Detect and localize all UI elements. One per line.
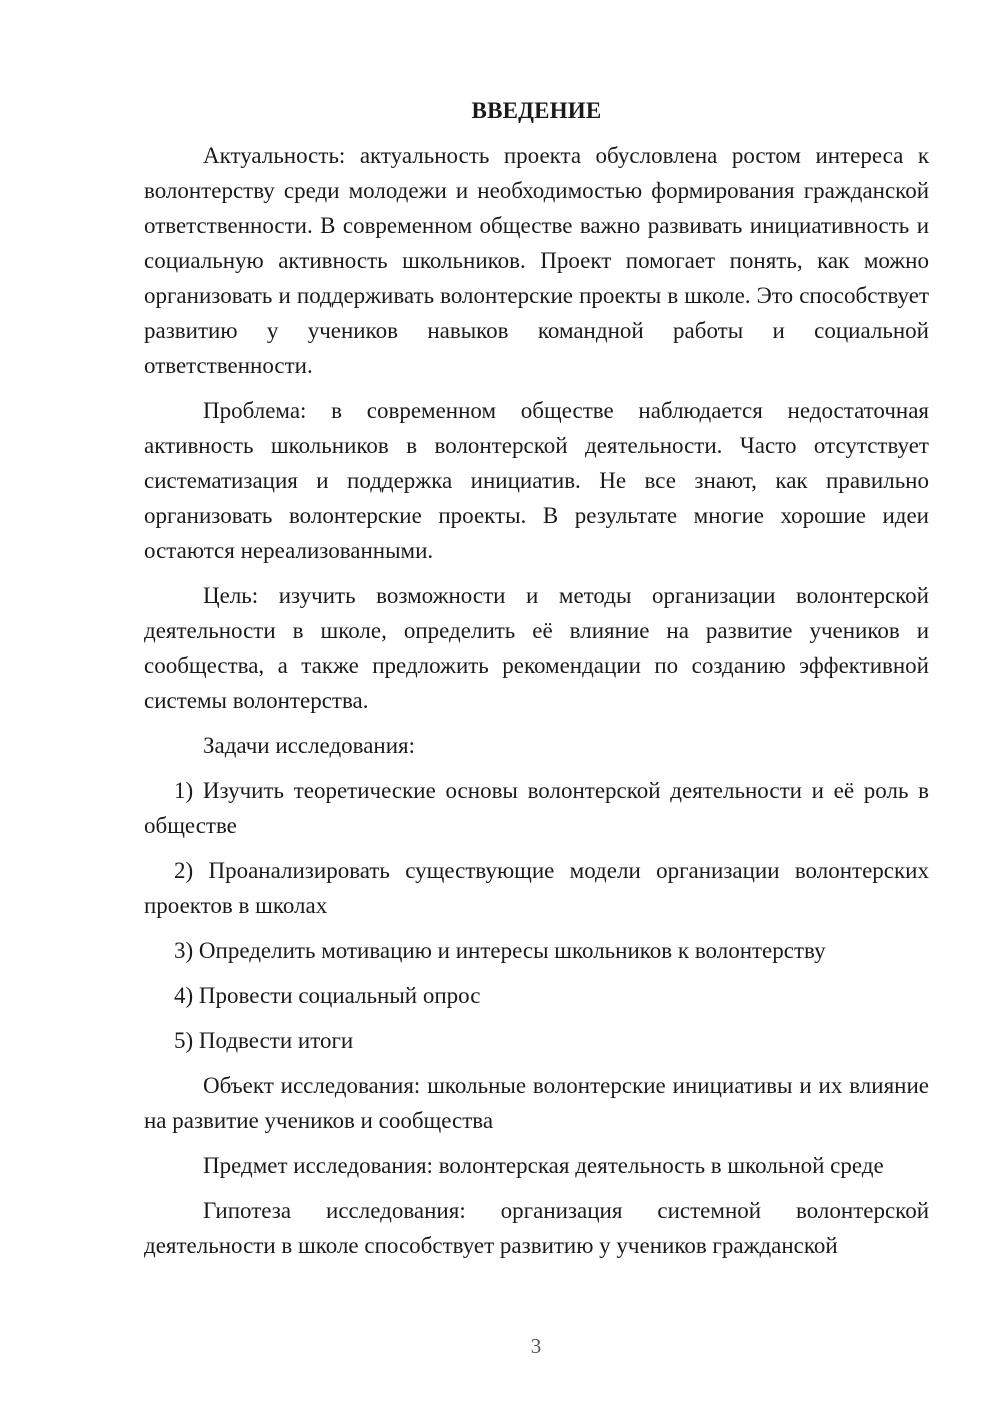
paragraph-hypothesis: Гипотеза исследования: организация системной волонтерской деятельности в школе способствует развитию у учеников гражданской xyxy=(144,1198,929,1258)
task-item-3: 3) Определить мотивацию и интересы школьников к волонтерству xyxy=(174,938,826,963)
paragraph-goal: Цель: изучить возможности и методы организации волонтерской деятельности в школе, определить её влияние на развитие учеников и сообщества, а также предложить рекомендации по созданию эффективной системы волонтерства. xyxy=(144,583,929,713)
task-item-2: 2) Проанализировать существующие модели организации волонтерских проектов в школах xyxy=(144,858,929,918)
paragraph-subject: Предмет исследования: волонтерская деятельность в школьной среде xyxy=(203,1153,884,1178)
paragraph-relevance: Актуальность: актуальность проекта обусловлена ростом интереса к волонтерству среди молодежи и необходимостью формирования гражданской ответственности. В современном обществе важно развивать инициативность и социальную активность школьников. Проект помогает понять, как можно организовать и поддерживать волонтерские проекты в школе. Это способствует развитию у учеников навыков командной работы и социальной ответственности. xyxy=(144,143,929,378)
page-content xyxy=(144,96,929,1273)
task-item-1: 1) Изучить теоретические основы волонтерской деятельности и её роль в обществе xyxy=(144,778,929,838)
paragraph-problem: Проблема: в современном обществе наблюдается недостаточная активность школьников в волонтерской деятельности. Часто отсутствует систематизация и поддержка инициатив. Не все знают, как правильно организовать волонтерские проекты. В результате многие хорошие идеи остаются нереализованными. xyxy=(144,398,929,563)
paragraph-object: Объект исследования: школьные волонтерские инициативы и их влияние на развитие учеников и сообщества xyxy=(144,1073,929,1133)
task-item-4: 4) Провести социальный опрос xyxy=(174,983,481,1008)
page-number: 3 xyxy=(530,1334,542,1358)
section-title: ВВЕДЕНИЕ xyxy=(471,98,602,123)
tasks-heading: Задачи исследования: xyxy=(203,733,416,758)
task-item-5: 5) Подвести итоги xyxy=(174,1028,354,1053)
